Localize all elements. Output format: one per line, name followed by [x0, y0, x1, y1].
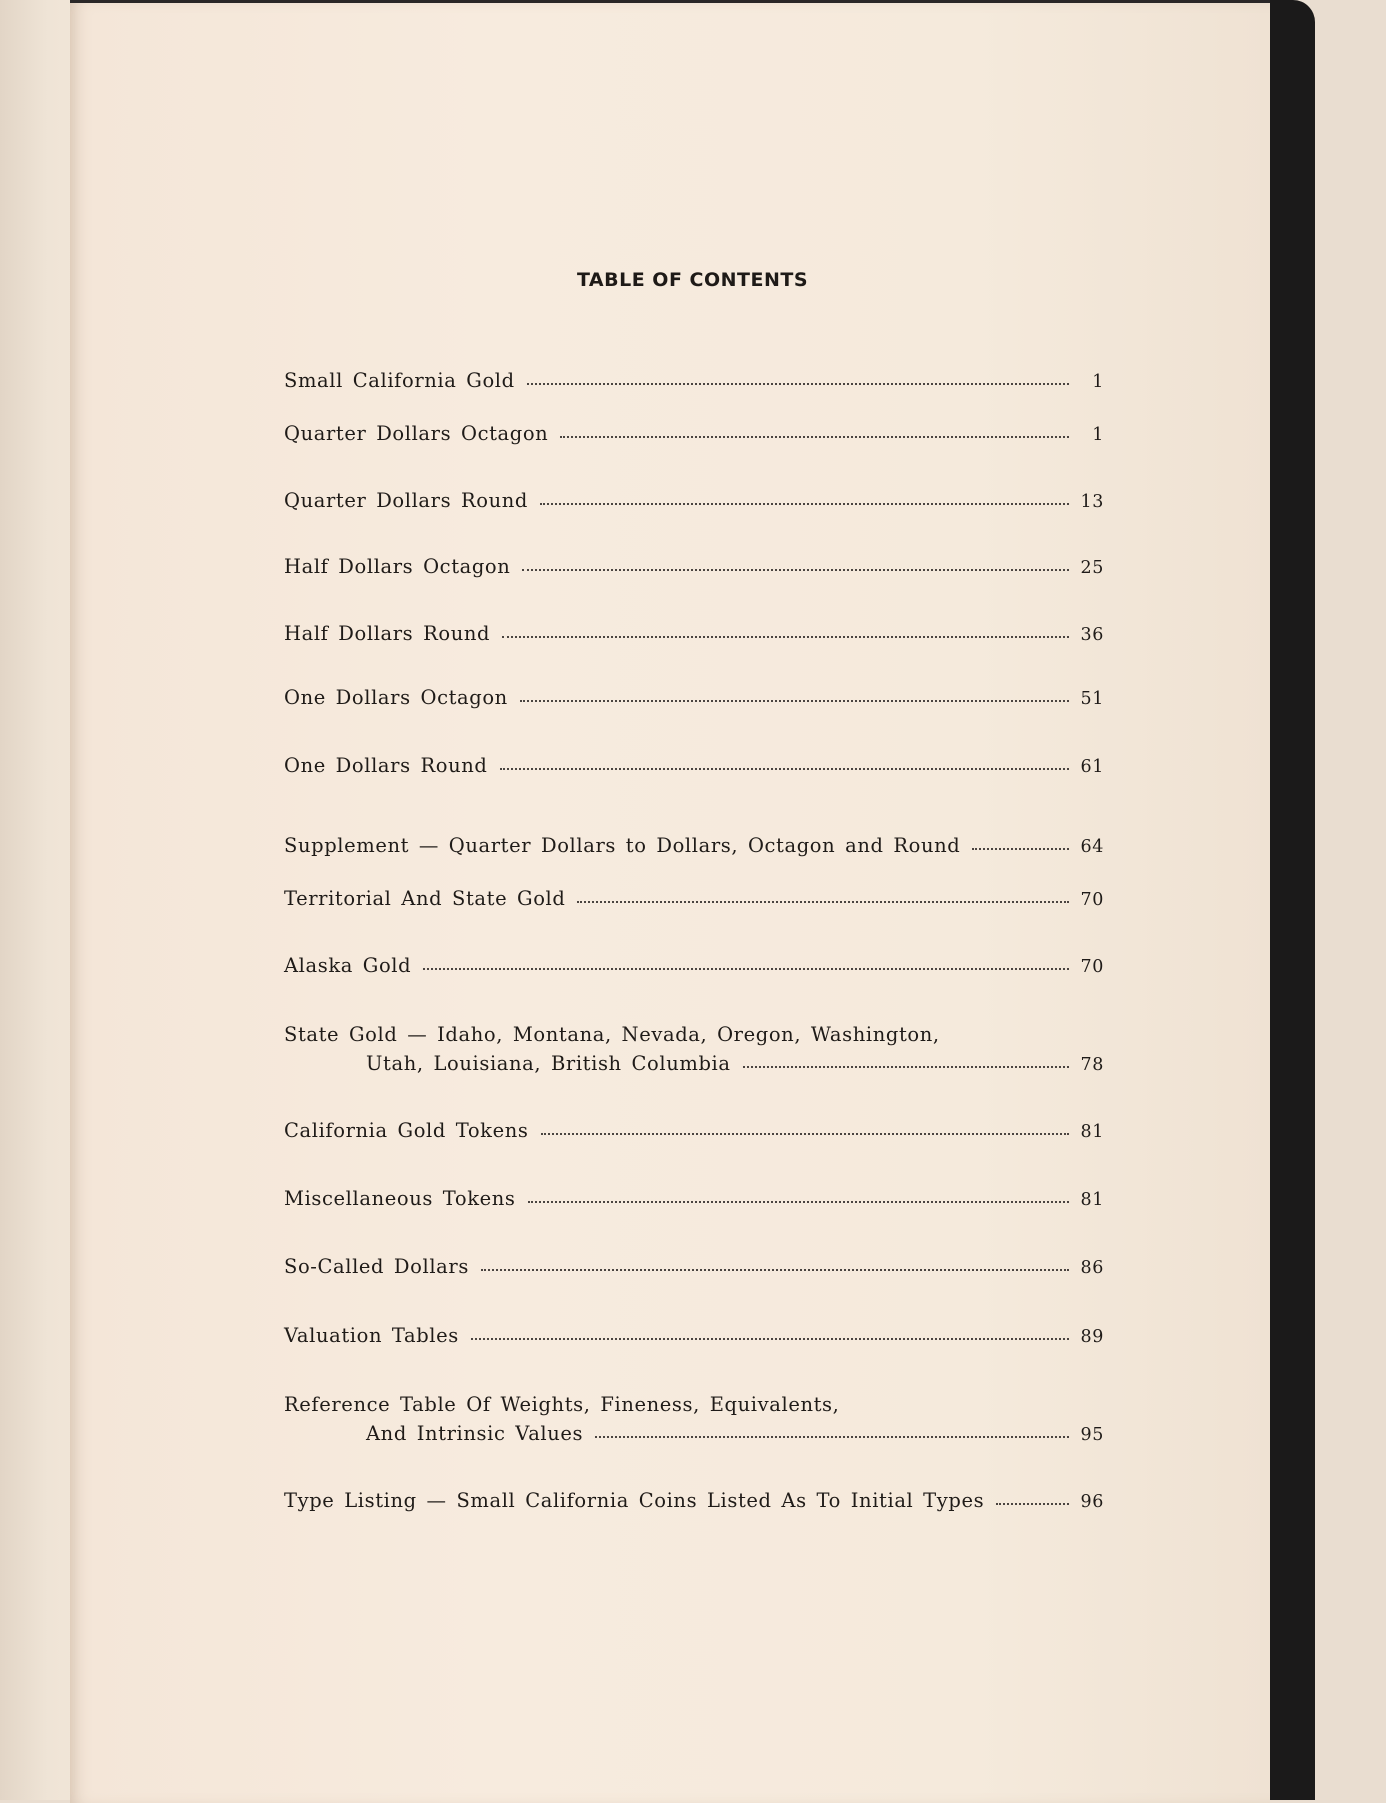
toc-page-number: 25: [1080, 558, 1104, 578]
dot-leader: [520, 700, 1069, 702]
toc-page-number: 36: [1080, 625, 1104, 645]
toc-entry[interactable]: [284, 887, 1104, 910]
toc-page-number: 81: [1080, 1122, 1104, 1142]
toc-entry[interactable]: [284, 1119, 1104, 1142]
toc-entry-label: Miscellaneous Tokens: [284, 1187, 516, 1210]
facing-page-edge: [0, 0, 80, 1800]
toc-entry[interactable]: [284, 1187, 1104, 1210]
dot-leader: [996, 1503, 1069, 1505]
toc-entry-label: State Gold — Idaho, Montana, Nevada, Oregon, Washington,: [284, 1023, 940, 1046]
toc-page-number: 78: [1080, 1055, 1104, 1075]
toc-entry-label: Alaska Gold: [284, 954, 412, 977]
dot-leader: [481, 1269, 1069, 1271]
toc-entry[interactable]: [284, 754, 1104, 777]
dot-leader: [471, 1338, 1069, 1340]
toc-page-number: 96: [1080, 1492, 1104, 1512]
toc-entry-label: So-Called Dollars: [284, 1255, 469, 1278]
toc-page-number: 61: [1080, 757, 1104, 777]
toc-page-number: 70: [1080, 890, 1104, 910]
dot-leader: [423, 968, 1069, 970]
toc-entry-label: Supplement — Quarter Dollars to Dollars, Octagon and Round: [284, 834, 961, 857]
dot-leader: [743, 1066, 1069, 1068]
toc-entry[interactable]: [284, 555, 1104, 578]
dot-leader: [540, 503, 1069, 505]
toc-page-number: 89: [1080, 1327, 1104, 1347]
toc-entry[interactable]: [284, 1023, 1104, 1075]
toc-entry-label: Quarter Dollars Octagon: [284, 422, 549, 445]
toc-page-number: 64: [1080, 837, 1104, 857]
toc-entry[interactable]: [284, 834, 1104, 857]
toc-page-number: 95: [1080, 1425, 1104, 1445]
toc-page-number: 81: [1080, 1190, 1104, 1210]
toc-page-number: 86: [1080, 1258, 1104, 1278]
dot-leader: [972, 848, 1069, 850]
dot-leader: [522, 569, 1069, 571]
toc-entry[interactable]: [284, 1324, 1104, 1347]
toc-entry-label: Territorial And State Gold: [284, 887, 566, 910]
toc-page-number: 51: [1080, 689, 1104, 709]
toc-entry-label: California Gold Tokens: [284, 1119, 529, 1142]
dot-leader: [500, 768, 1069, 770]
toc-entry[interactable]: [284, 489, 1104, 512]
toc-entry-label-continued: Utah, Louisiana, British Columbia: [366, 1052, 731, 1075]
toc-entry[interactable]: [284, 686, 1104, 709]
toc-entry-label: One Dollars Octagon: [284, 686, 508, 709]
dot-leader: [595, 1436, 1069, 1438]
toc-entry-label: One Dollars Round: [284, 754, 488, 777]
toc-page-number: 1: [1092, 425, 1104, 445]
contents-page: [70, 0, 1270, 1803]
dot-leader: [560, 436, 1069, 438]
toc-entry[interactable]: [284, 369, 1104, 392]
dot-leader: [528, 1201, 1069, 1203]
toc-page-number: 1: [1092, 372, 1104, 392]
dot-leader: [541, 1133, 1069, 1135]
toc-entry-label: Half Dollars Round: [284, 622, 491, 645]
toc-entry-label: Half Dollars Octagon: [284, 555, 511, 578]
toc-entry[interactable]: [284, 1489, 1104, 1512]
toc-entry[interactable]: [284, 1393, 1104, 1445]
toc-entry-label: Small California Gold: [284, 369, 515, 392]
toc-entry[interactable]: [284, 622, 1104, 645]
dot-leader: [577, 901, 1069, 903]
toc-entry-label: Type Listing — Small California Coins Listed As To Initial Types: [284, 1489, 985, 1512]
toc-entry[interactable]: [284, 422, 1104, 445]
toc-page-number: 70: [1080, 957, 1104, 977]
dot-leader: [527, 383, 1069, 385]
toc-entry-label: Quarter Dollars Round: [284, 489, 529, 512]
page-title: TABLE OF CONTENTS: [576, 269, 809, 291]
toc-entry-label: Reference Table Of Weights, Fineness, Equivalents,: [284, 1393, 840, 1416]
toc-entry[interactable]: [284, 954, 1104, 977]
toc-entry-label: Valuation Tables: [284, 1324, 459, 1347]
toc-entry-label-continued: And Intrinsic Values: [366, 1422, 584, 1445]
toc-entry[interactable]: [284, 1255, 1104, 1278]
toc-page-number: 13: [1080, 492, 1104, 512]
dot-leader: [502, 636, 1069, 638]
